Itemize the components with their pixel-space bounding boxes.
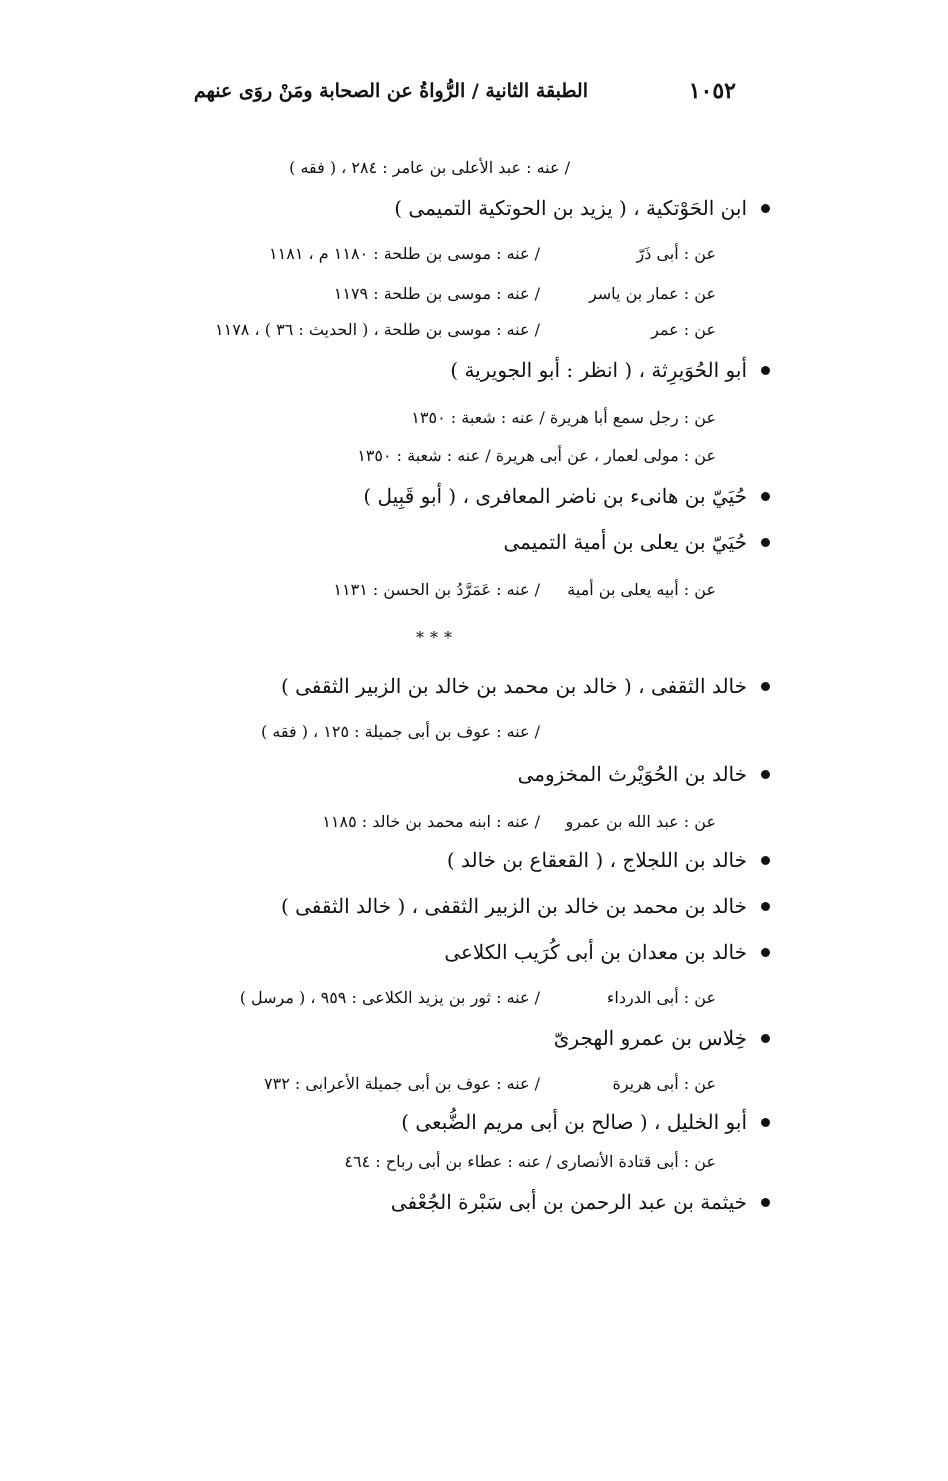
entry-heading: أبو الخليل ، ( صالح بن أبى مريم الضُّبعى ) [401,1110,747,1134]
entry-khilas-ibn-amr [554,1026,770,1050]
narration-line: عن : أبى قتادة الأنصارى / عنه : عطاء بن أبى رباح : ٤٦٤ [344,1152,716,1171]
narration-from: عن : عمار بن ياسر [588,284,716,303]
bullet-icon [761,492,770,501]
narration-line: عن : مولى لعمار ، عن أبى هريرة / عنه : شعبة : ١٣٥٠ [357,446,716,465]
bullet-icon [761,1118,770,1127]
narration-by: / عنه : موسى بن طلحة : ١١٧٩ [333,284,540,303]
narration-from: عن : عمر [651,320,716,339]
entry-heading: خالد بن محمد بن خالد بن الزبير الثقفى ، ( خالد الثقفى ) [280,894,747,918]
narration-by: / عنه : ثور بن يزيد الكلاعى : ٩٥٩ ، ( مرسل ) [239,988,540,1007]
bullet-icon [761,856,770,865]
section-separator: *** [416,628,458,647]
entry-khalid-al-thaqafi [281,674,770,698]
entry-heading: ابن الحَوْتكية ، ( يزيد بن الحوتكية التميمى ) [394,196,747,220]
entry-khalid-ibn-al-lajlaj [447,848,770,872]
entry-abu-al-huwayritha [450,358,770,382]
bullet-icon [761,538,770,547]
page-number: ١٠٥٢ [688,78,736,104]
entry-heading: خالد بن الحُوَيْرث المخزومى [517,762,747,786]
entry-heading: حُيَيّ بن يعلى بن أمية التميمى [503,530,747,554]
bullet-icon [761,902,770,911]
entry-huyay-ibn-yala [504,530,771,554]
bullet-icon [761,770,770,779]
bullet-icon [761,366,770,375]
entry-khalid-ibn-al-huwayrith [518,762,770,786]
entry-ibn-al-hawtakiya [394,196,770,220]
entry-heading: أبو الحُوَيرِثة ، ( انظر : أبو الجويرية ) [450,358,747,382]
entry-khalid-ibn-muhammad [281,894,770,918]
narration-from: عن : أبى هريرة [612,1074,716,1093]
entry-abu-al-khalil [401,1110,770,1134]
entry-huyay-ibn-hani [363,484,770,508]
entry-heading: خالد الثقفى ، ( خالد بن محمد بن خالد بن الزبير الثقفى ) [280,674,747,698]
continuation-line: / عنه : عبد الأعلى بن عامر : ٢٨٤ ، ( فقه ) [289,158,570,177]
entry-heading: خالد بن معدان بن أبى كُرَيب الكلاعى [444,940,747,964]
running-header-title: الطبقة الثانية / الرُّواةُ عن الصحابة ومَنْ روَى عنهم [193,80,588,102]
entry-heading: حُيَيّ بن هانىء بن ناضر المعافرى ، ( أبو قَبِيل ) [363,484,747,508]
entry-heading: خيثمة بن عبد الرحمن بن أبى سَبْرة الجُعْفى [390,1190,747,1214]
narration-from: عن : أبى ذَرّ [636,244,716,263]
entry-khalid-ibn-madan [444,940,770,964]
bullet-icon [761,948,770,957]
bullet-icon [761,682,770,691]
entry-khaythama [391,1190,770,1214]
entry-heading: خالد بن اللجلاج ، ( القعقاع بن خالد ) [446,848,747,872]
narration-by: / عنه : عَمَرَّدُ بن الحسن : ١١٣١ [333,580,540,599]
narration-line: عن : رجل سمع أبا هريرة / عنه : شعبة : ١٣٥٠ [411,408,716,427]
narration-by: / عنه : موسى بن طلحة : ١١٨٠ م ، ١١٨١ [269,244,540,263]
narration-by: / عنه : عوف بن أبى جميلة الأعرابى : ٧٣٢ [264,1074,540,1093]
narration-from: عن : عبد الله بن عمرو [565,812,716,831]
bullet-icon [761,1034,770,1043]
narration-by: / عنه : ابنه محمد بن خالد : ١١٨٥ [322,812,540,831]
narration-by: / عنه : عوف بن أبى جميلة : ١٢٥ ، ( فقه ) [260,722,540,741]
bullet-icon [761,204,770,213]
narration-from: عن : أبيه يعلى بن أمية [567,580,716,599]
narration-from: عن : أبى الدرداء [606,988,716,1007]
bullet-icon [761,1198,770,1207]
entry-heading: خِلاس بن عمرو الهجرىّ [553,1026,747,1050]
narration-by: / عنه : موسى بن طلحة ، ( الحديث : ٣٦ ) ، ١١٧٨ [215,320,540,339]
